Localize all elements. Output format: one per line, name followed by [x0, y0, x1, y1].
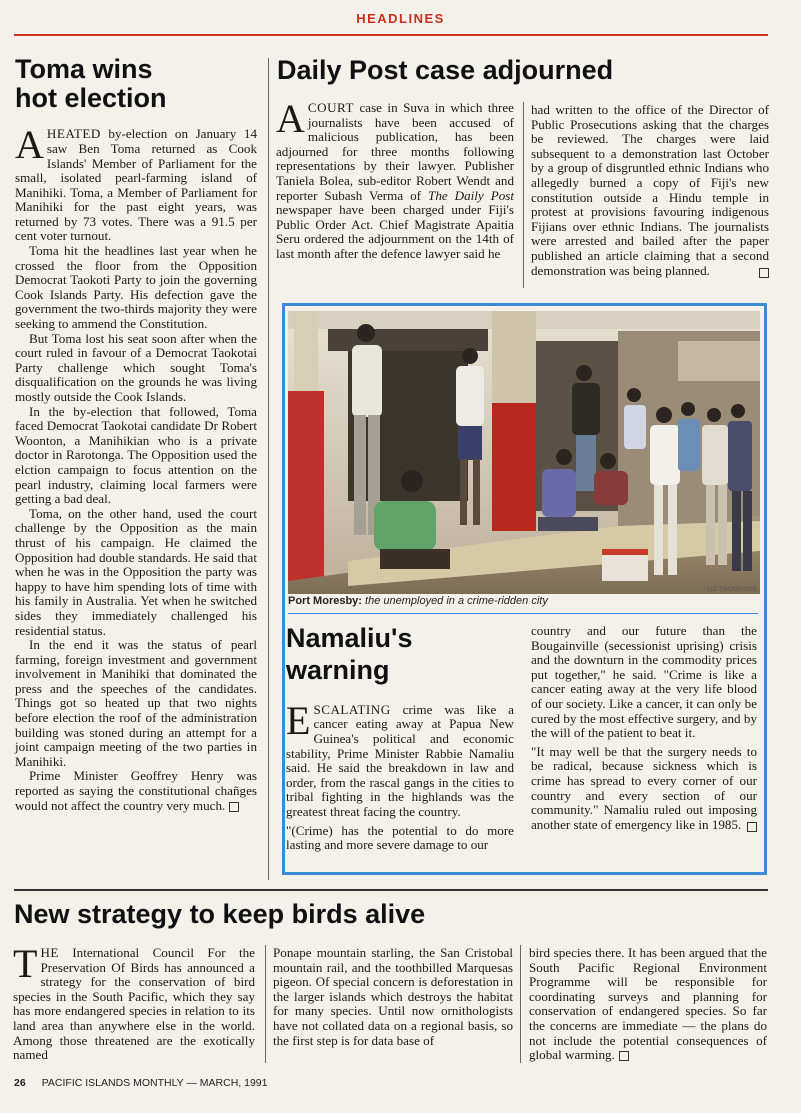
toma-paragraph-7: Prime Minister Geoffrey Henry was reported as saying the constitutional chañges would not affect the country very much.	[15, 768, 257, 813]
birds-col1	[13, 946, 255, 1068]
daily-post-col1	[276, 96, 514, 262]
namaliu-body	[286, 697, 514, 853]
caption-place: Port Moresby:	[288, 595, 362, 607]
street-scene-photo	[288, 311, 760, 594]
namaliu-headline	[286, 622, 516, 687]
caption-text: the unemployed in a crime-ridden city	[361, 595, 548, 607]
toma-paragraph-4: In the by-election that followed, Toma faced Democrat Taokotai candidate Dr Robert Woonton, a Manihikian who is a private doctor in Rarotonga. The Opposition used the elction campaign to focus attention on the pearl industry, claiming local farmers were getting a bad deal.	[15, 403, 257, 507]
photo-credit: LIZ THOMPSON	[707, 587, 757, 593]
daily-post-text-b: newspaper have been charged under Fiji's Public Order Act. Chief Magistrate Apaitia Seru ordered the adjournment on the 14th of last month after the defence lawyer said he	[276, 202, 514, 261]
daily-post-paper-name: The Daily Post	[428, 187, 514, 203]
namaliu-article	[286, 622, 516, 853]
namaliu-col2-paragraph-1: country and our future than the Bougainville (secessionist uprising) crisis and the downturn in the commodity prices put together," he said. "Crime is like a cancer eating away at the very life blood of our society. Like a cancer, it can only be cured by the most effective surgery, and by the will of the patient to beat it.	[531, 623, 757, 741]
end-mark-icon	[229, 802, 239, 812]
namaliu-paragraph-1: crime was like a cancer eating away at Papua New Guinea's political and economic stability, Prime Minister Rabbie Namaliu said. He said the breakdown in law and order, from the rascal gangs in the cities to tribal fighting in the highlands was the greatest threat facing the country.	[286, 701, 514, 819]
street-scene-photo-image	[288, 311, 760, 594]
namaliu-headline-line2: warning	[286, 655, 390, 686]
birds-col3-text: bird species there. It has been argued that the South Pacific Regional Environment Programme will be responsible for coordinating surveys and planning for conservation of endangered species. So far the concerns are immediate — the plans do not include the potential consequences of global warming.	[529, 945, 767, 1063]
toma-paragraph-3: But Toma lost his seat soon after when the court ruled in favour of a Democrat Taokotai Party challenge which sought Toma's disqualification on the grounds he was living mostly outside the Cook Islands.	[15, 330, 257, 404]
birds-top-rule	[14, 889, 768, 891]
birds-dropcap: T	[13, 946, 38, 986]
namaliu-paragraph-2: "(Crime) has the potential to do more lasting and more severe damage to our	[286, 822, 514, 853]
toma-lead: HEATED	[46, 126, 101, 142]
toma-headline-line1: Toma wins	[15, 54, 153, 84]
namaliu-col2	[531, 624, 757, 832]
toma-paragraph-6: In the end it was the status of pearl farming, foreign investment and government involvement in Manihiki that dominated the press and the speeches of the candidates. Things got so heated up that two nights before election the roof of the administration building was stoned during an attempt for a joint campaign meeting of the two parties in Manihiki.	[15, 637, 257, 769]
end-mark-icon	[747, 822, 757, 832]
publication-line: PACIFIC ISLANDS MONTHLY — MARCH, 1991	[41, 1077, 268, 1089]
caption-rule	[288, 613, 758, 614]
namaliu-dropcap: E	[286, 697, 311, 743]
page-number: 26	[14, 1077, 26, 1089]
birds-divider-2	[520, 945, 521, 1063]
page-footer	[14, 1077, 268, 1089]
section-label: HEADLINES	[356, 11, 445, 26]
toma-paragraph-1: by-election on January 14 saw Ben Toma returned as Cook Islands' Member of Parliament for the small, isolated pearl-farming island of Manihiki. Toma, a Member of Parliament for Manihiki for the past eight years, was returned by 73 votes. There was a 91.5 per cent voter turnout.	[15, 126, 257, 244]
namaliu-col2-paragraph-2: "It may well be that the surgery needs to be radical, because sickness which is crime has spread to every corner of our country and every section of our community." Namaliu ruled out imposing another state of emergency like in 1985.	[531, 743, 757, 832]
end-mark-icon	[619, 1051, 629, 1061]
column-divider-left	[268, 58, 269, 880]
photo-caption	[288, 595, 758, 607]
toma-article	[15, 55, 260, 813]
birds-col2-text: Ponape mountain starling, the San Cristobal mountain rail, and the toothbilled Marquesas pigeon. Of special concern is deforestation in the larger islands which destroys the habitat for many species. Until now ornithologists have not collated data on a regional basis, so the first step is for data base of	[273, 945, 513, 1048]
daily-post-col2-text: had written to the office of the Director of Public Prosecutions asking that the charges be reviewed. The charges were laid subsequent to a demonstration last October by a group of disgruntled ethnic Indians who allegedly burned a copy of Fiji's new constitution outside a Hindu temple in protest at provisions favouring indigenous Fijians over ethnic Indians. The journalists were arrested and bailed after the paper published an article claiming that a second demonstration was being planned.	[531, 102, 769, 278]
birds-col2	[273, 946, 513, 1048]
birds-lead: HE	[40, 946, 59, 960]
birds-headline: New strategy to keep birds alive	[14, 899, 426, 929]
toma-headline	[15, 55, 260, 113]
daily-post-headline: Daily Post case adjourned	[277, 55, 614, 85]
toma-dropcap: A	[15, 122, 44, 168]
birds-divider-1	[265, 945, 266, 1063]
namaliu-lead: SCALATING	[313, 701, 391, 717]
daily-post-dropcap: A	[276, 96, 305, 141]
daily-post-col2	[531, 103, 769, 278]
toma-paragraph-5: Toma, on the other hand, used the court challenge by the Opposition as the main thrust of his campaign. He claimed the Opposition had double standards. He said that when he was in the Opposition the party was happy to have him spending lots of time with his family in Australia. Yet when he switched sides they immediately challenged his residential status.	[15, 505, 257, 638]
header-rule	[14, 34, 768, 36]
namaliu-headline-line1: Namaliu's	[286, 623, 413, 653]
column-divider-daily-post	[523, 102, 524, 288]
toma-headline-line2: hot election	[15, 83, 167, 114]
toma-body	[15, 122, 257, 813]
birds-col1-text: International Council For the Preservation Of Birds has announced a strategy for the conservation of bird species in the South Pacific, which they say has more endangered species in relation to its land area than anywhere else in the world. Among those threatened are the exotically named	[13, 946, 255, 1063]
birds-col3	[529, 946, 767, 1063]
toma-paragraph-2: Toma hit the headlines last year when he crossed the floor from the Opposition Democrat Taokoti Party to join the governing Cook Islands Party. His defection gave the government the two-thirds majority they were seeking to ammend the Constitution.	[15, 243, 257, 332]
daily-post-text-a: case in Suva in which three journalists have been accused of malicious publication, has been adjourned for three months following representations by their lawyer. Publisher Taniela Bolea, sub-editor Robert Wendt and reporter Subash Verma of	[276, 100, 514, 203]
end-mark-icon	[759, 268, 769, 278]
daily-post-lead: COURT	[307, 100, 354, 115]
